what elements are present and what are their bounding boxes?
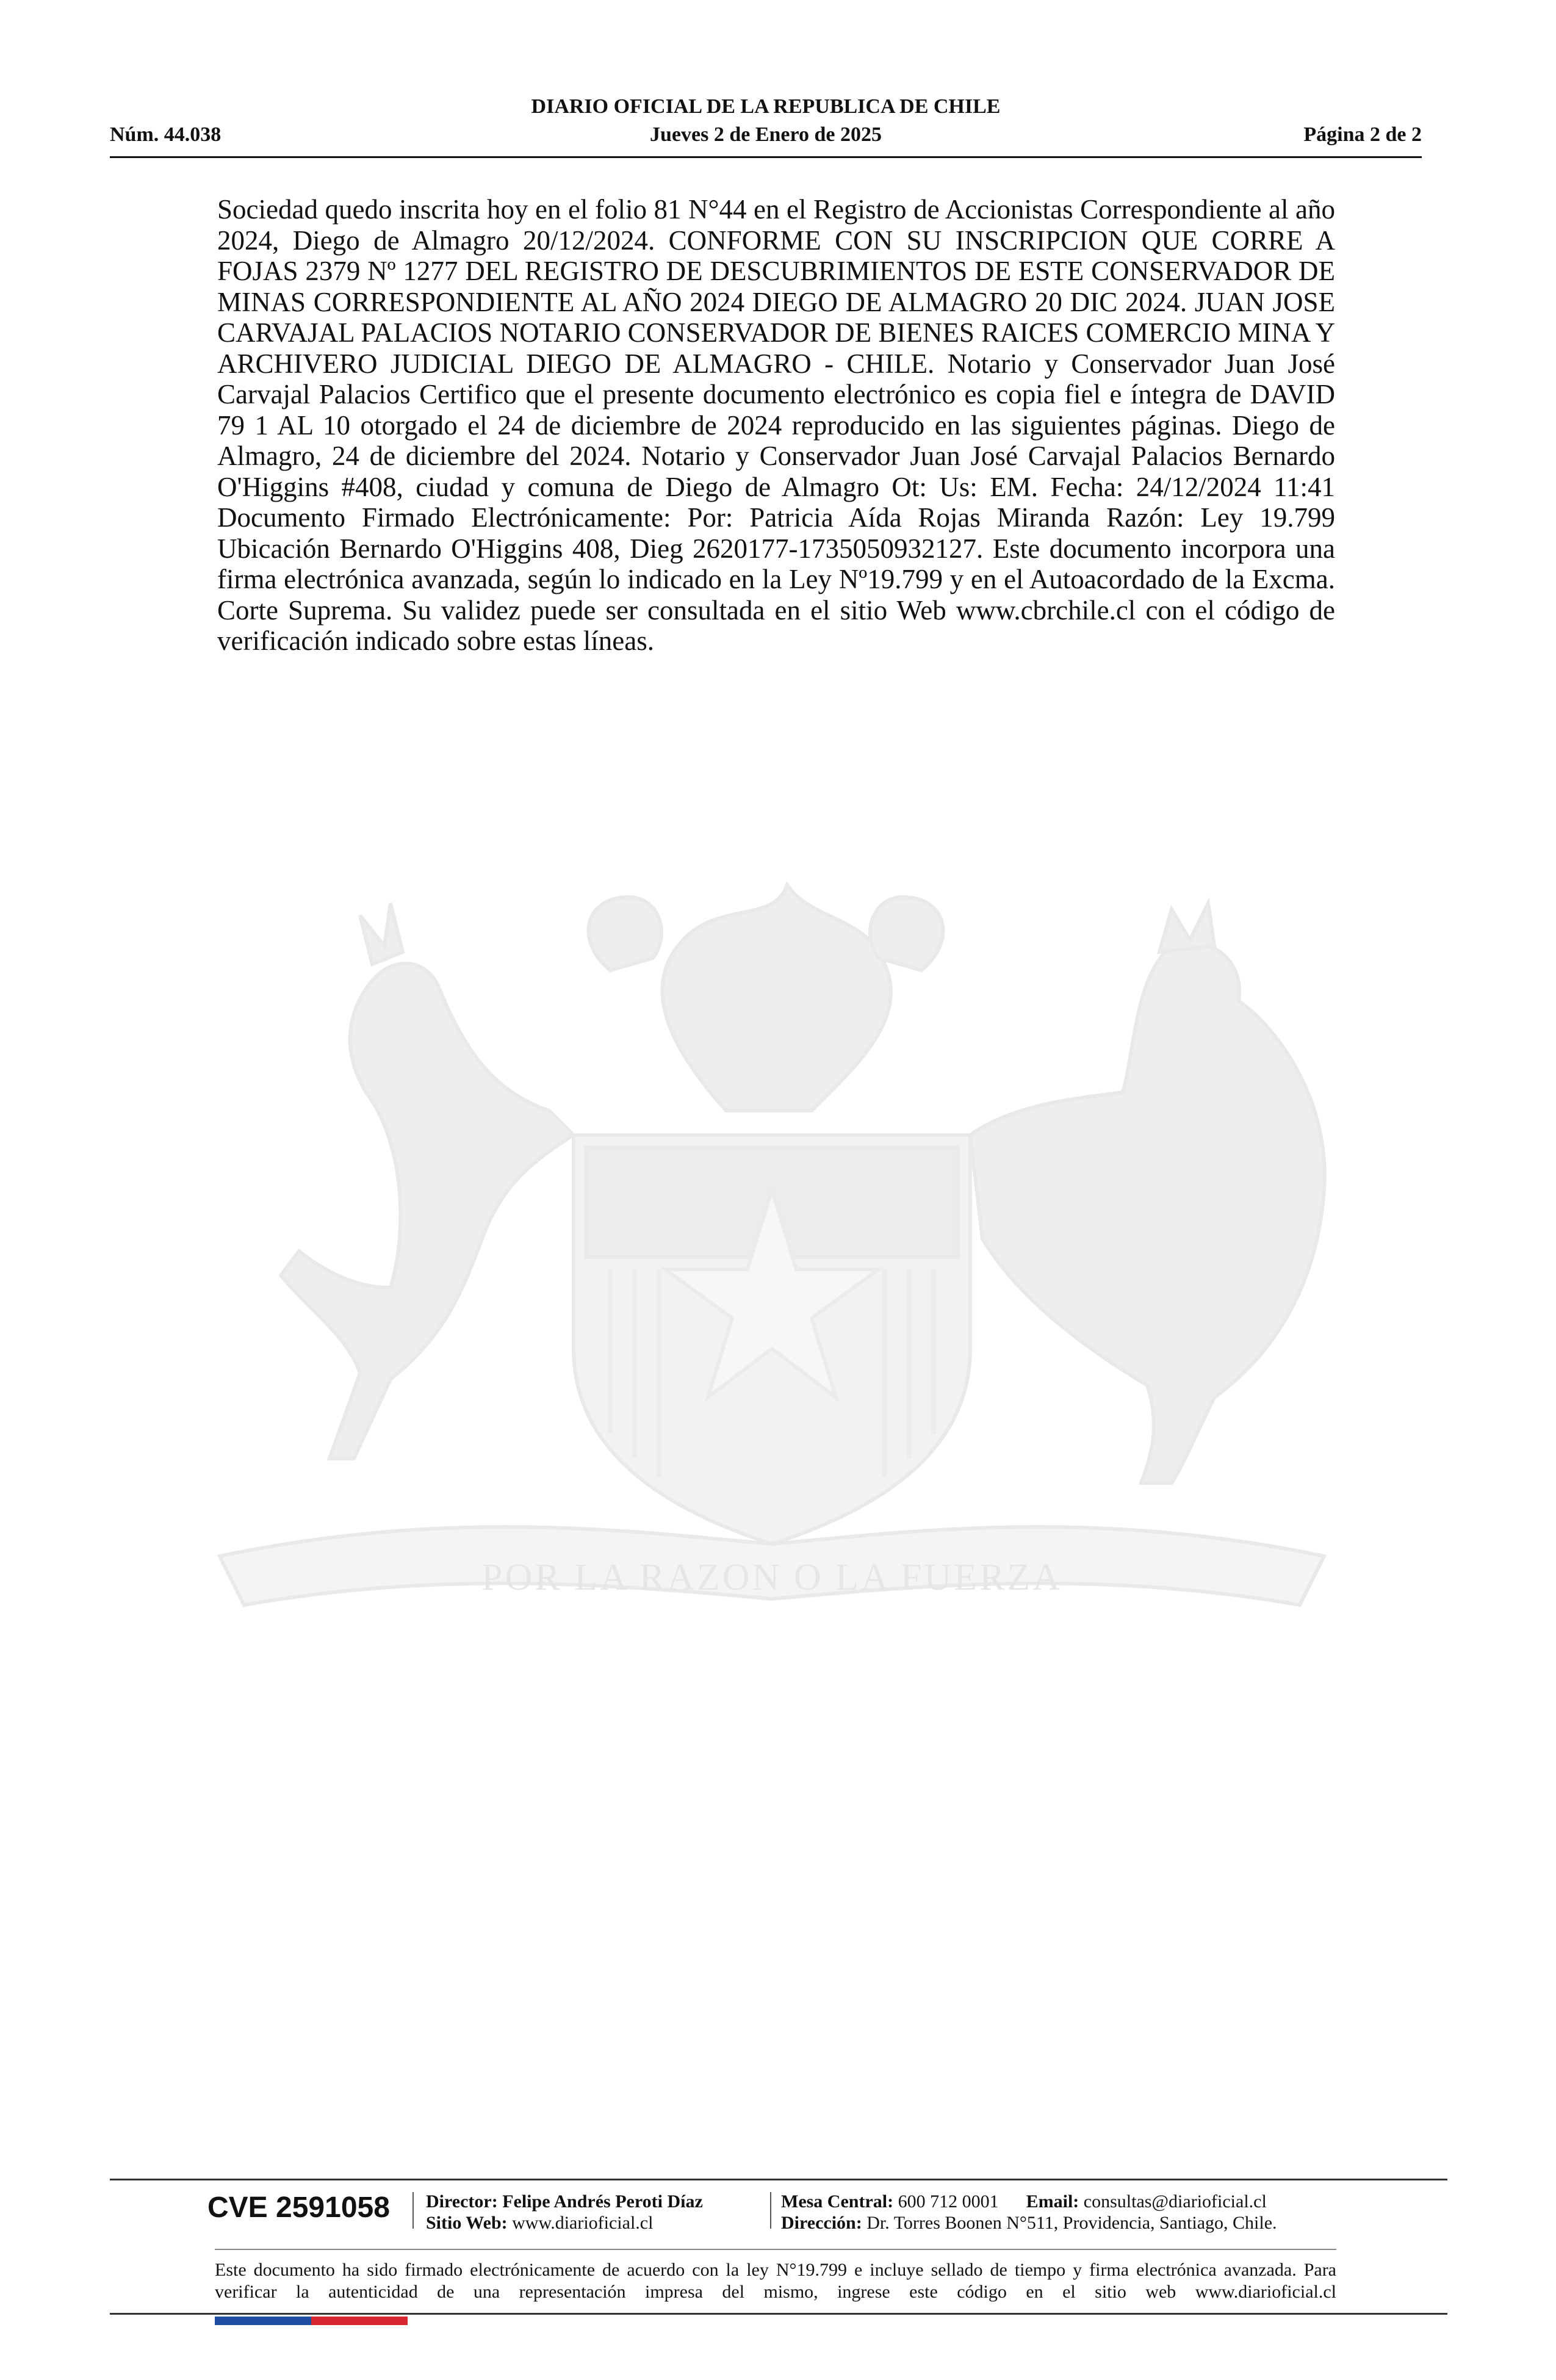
web-value[interactable]: www.diarioficial.cl: [512, 2213, 654, 2233]
footer-mid-divider: [215, 2249, 1336, 2250]
publication-title: DIARIO OFICIAL DE LA REPUBLICA DE CHILE: [531, 95, 1001, 118]
footer-disclaimer: Este documento ha sido firmado electrónicamente de acuerdo con la ley N°19.799 e incluye sellado de tiempo y firma electrónica avanzada. Para verificar la autenticidad de una representación impresa del mismo, ingrese este código en el sitio web www.diarioficial.cl: [215, 2260, 1336, 2302]
coat-of-arms-watermark: [207, 848, 1336, 1672]
address-label: Dirección:: [781, 2213, 862, 2233]
footer-director-block: [426, 2191, 703, 2234]
mesa-value: 600 712 0001: [898, 2191, 999, 2212]
flag-color-bar: [215, 2317, 408, 2325]
page-number: Página 2 de 2: [1303, 123, 1422, 146]
flag-red-segment: [311, 2317, 408, 2325]
mesa-label: Mesa Central:: [781, 2191, 894, 2212]
footer-top-divider: [110, 2179, 1447, 2180]
issue-date: Jueves 2 de Enero de 2025: [650, 123, 882, 146]
director-value: Felipe Andrés Peroti Díaz: [502, 2191, 703, 2212]
address-value: Dr. Torres Boonen N°511, Providencia, Santiago, Chile.: [866, 2213, 1277, 2233]
footer-contact-block: [781, 2191, 1277, 2234]
cve-code: CVE 2591058: [207, 2191, 390, 2224]
web-label: Sitio Web:: [426, 2213, 508, 2233]
flag-blue-segment: [215, 2317, 311, 2325]
page-header: [110, 93, 1422, 154]
motto-text: POR LA RAZON O LA FUERZA: [481, 1557, 1063, 1598]
footer-bottom-divider: [110, 2313, 1447, 2315]
footer-separator: [770, 2192, 771, 2229]
header-divider: [110, 156, 1422, 158]
issue-number: Núm. 44.038: [110, 123, 222, 146]
email-label: Email:: [1026, 2191, 1079, 2212]
body-paragraph: Sociedad quedo inscrita hoy en el folio 81 N°44 en el Registro de Accionistas Correspondiente al año 2024, Diego de Almagro 20/12/2024. CONFORME CON SU INSCRIPCION QUE CORRE A FOJAS 2379 Nº 1277 DEL REGISTRO DE DESCUBRIMIENTOS DE ESTE CONSERVADOR DE MINAS CORRESPONDIENTE AL AÑO 2024 DIEGO DE ALMAGRO 20 DIC 2024. JUAN JOSE CARVAJAL PALACIOS NOTARIO CONSERVADOR DE BIENES RAICES COMERCIO MINA Y ARCHIVERO JUDICIAL DIEGO DE ALMAGRO - CHILE. Notario y Conservador Juan José Carvajal Palacios Certifico que el presente documento electrónico es copia fiel e íntegra de DAVID 79 1 AL 10 otorgado el 24 de diciembre de 2024 reproducido en las siguientes páginas. Diego de Almagro, 24 de diciembre del 2024. Notario y Conservador Juan José Carvajal Palacios Bernardo O'Higgins #408, ciudad y comuna de Diego de Almagro Ot: Us: EM. Fecha: 24/12/2024 11:41 Documento Firmado Electrónicamente: Por: Patricia Aída Rojas Miranda Razón: Ley 19.799 Ubicación Bernardo O'Higgins 408, Dieg 2620177-1735050932127. Este documento incorpora una firma electrónica avanzada, según lo indicado en la Ley Nº19.799 y en el Autoacordado de la Excma. Corte Suprema. Su validez puede ser consultada en el sitio Web www.cbrchile.cl con el código de verificación indicado sobre estas líneas.: [217, 194, 1335, 656]
footer-separator: [412, 2192, 414, 2229]
director-label: Director:: [426, 2191, 498, 2212]
email-value[interactable]: consultas@diarioficial.cl: [1083, 2191, 1267, 2212]
